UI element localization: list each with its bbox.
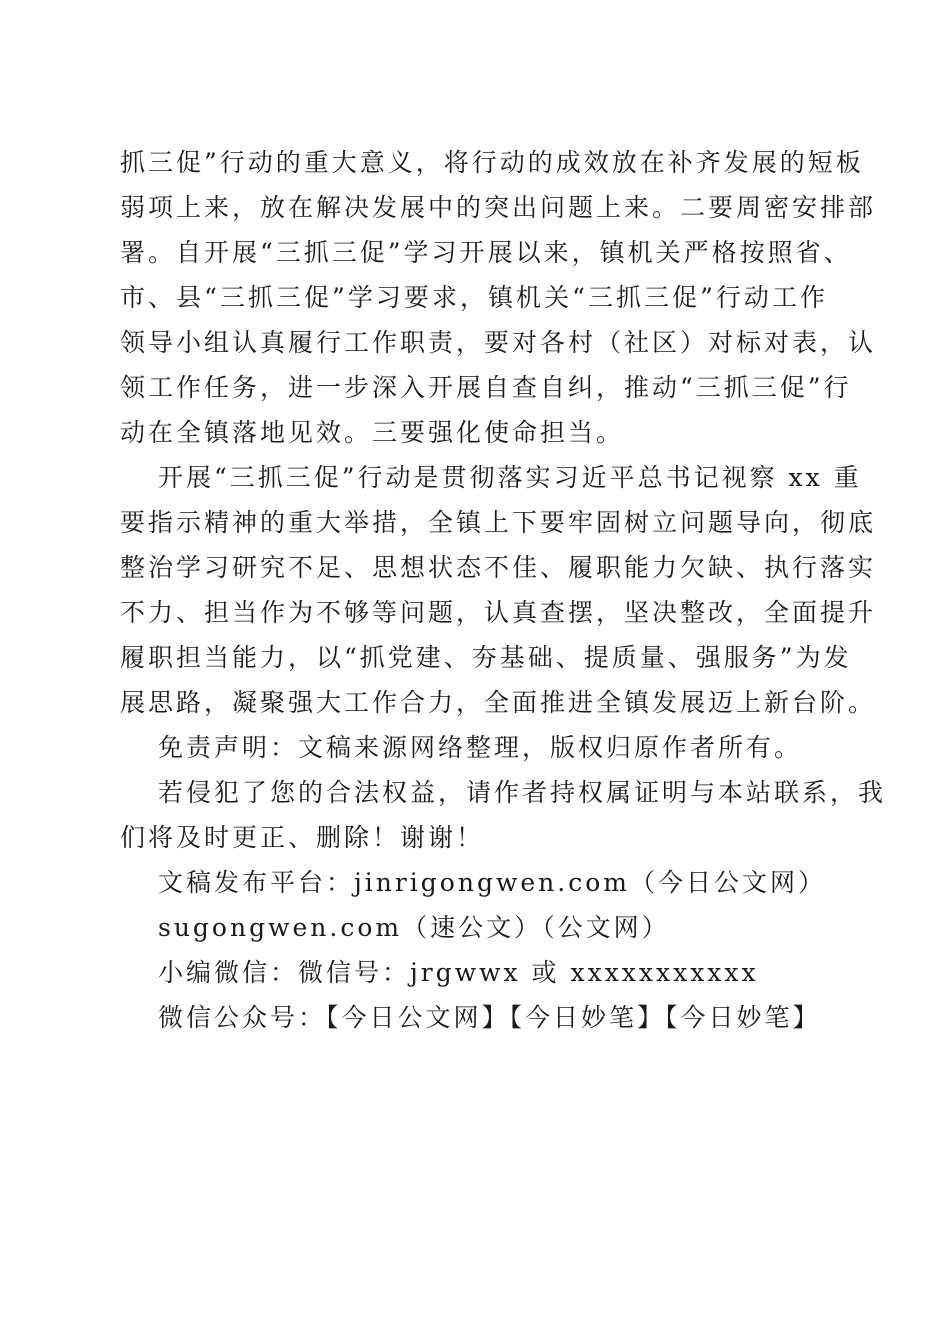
paragraph-line: 整治学习研究不足、思想状态不佳、履职能力欠缺、执行落实 — [120, 553, 877, 582]
paragraph-line: 署。自开展“三抓三促”学习开展以来，镇机关严格按照省、 — [120, 238, 852, 267]
paragraph-line: 抓三促”行动的重大意义，将行动的成效放在补齐发展的短板 — [120, 148, 864, 177]
paragraph-line: 不力、担当作为不够等问题，认真查摆，坚决整改，全面提升 — [120, 598, 877, 627]
disclaimer — [120, 725, 887, 860]
paragraph-line: 开展“三抓三促”行动是贯彻落实习近平总书记视察 xx 重 — [158, 463, 862, 492]
footer-info — [120, 860, 828, 1040]
paragraph-line: 履职担当能力，以“抓党建、夯基础、提质量、强服务”为发 — [120, 643, 852, 672]
paragraph-line: 领导小组认真履行工作职责，要对各村（社区）对标对表，认 — [120, 328, 877, 357]
paragraph-line: 领工作任务，进一步深入开展自查自纠，推动“三抓三促”行 — [120, 373, 852, 402]
paragraph-line: 市、县“三抓三促”学习要求，镇机关“三抓三促”行动工作 — [120, 283, 828, 312]
disclaimer-line: 免责声明：文稿来源网络整理，版权归原作者所有。 — [158, 733, 803, 762]
wechat-line: 小编微信：微信号：jrgwwx 或 xxxxxxxxxxx — [158, 958, 759, 987]
sugongwen-line: sugongwen.com（速公文）（公文网） — [158, 913, 670, 942]
paragraph-line: 弱项上来，放在解决发展中的突出问题上来。二要周密安排部 — [120, 193, 877, 222]
document-body — [120, 140, 887, 1040]
paragraph-1 — [120, 140, 877, 455]
platform-line: 文稿发布平台：jinrigongwen.com（今日公文网） — [158, 868, 826, 897]
paragraph-line: 展思路，凝聚强大工作合力，全面推进全镇发展迈上新台阶。 — [120, 688, 877, 717]
disclaimer-line: 若侵犯了您的合法权益，请作者持权属证明与本站联系，我 — [158, 778, 887, 807]
paragraph-line: 动在全镇落地见效。三要强化使命担当。 — [120, 418, 625, 447]
official-account-line: 微信公众号：【今日公文网】【今日妙笔】【今日妙笔】 — [158, 1003, 821, 1032]
disclaimer-line: 们将及时更正、删除！谢谢！ — [120, 823, 485, 852]
paragraph-2 — [120, 455, 877, 725]
paragraph-line: 要指示精神的重大举措，全镇上下要牢固树立问题导向，彻底 — [120, 508, 877, 537]
